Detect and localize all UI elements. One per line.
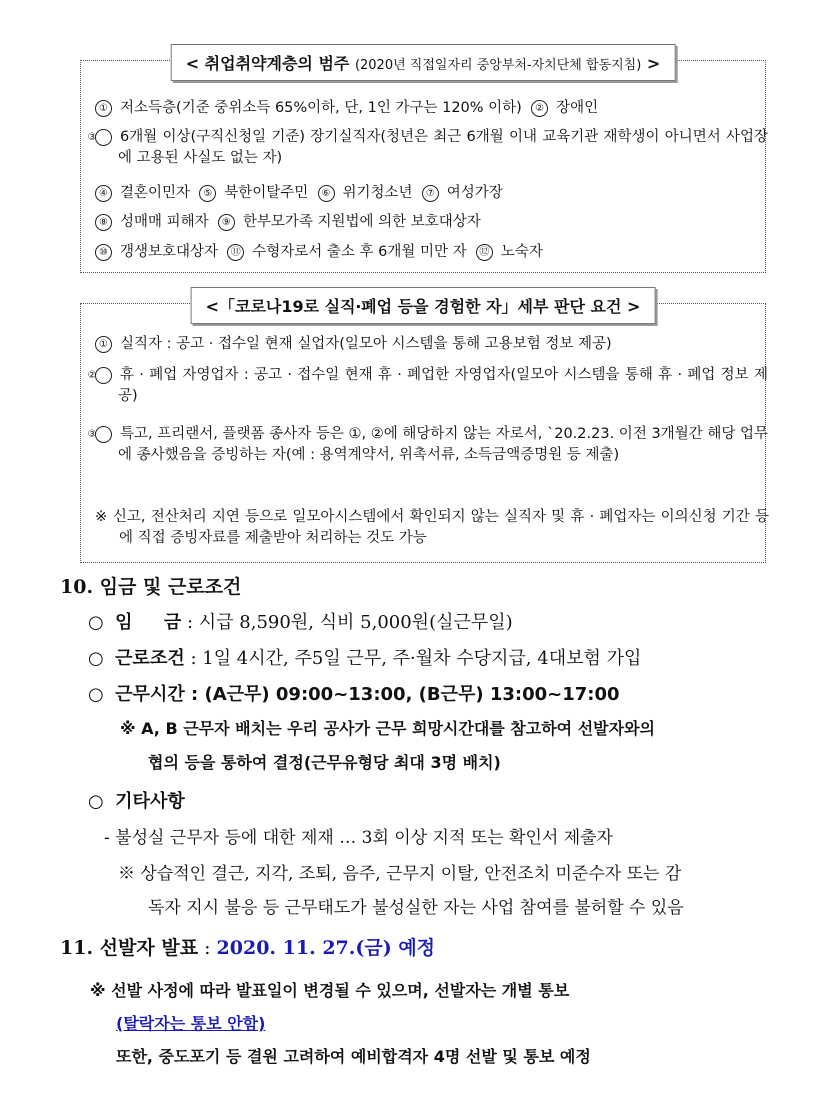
section-11-note: ※ 선발 사정에 따라 발표일이 변경될 수 있으며, 선발자는 개별 통보 — [90, 981, 570, 1000]
list-item: ⑧ 성매매 피해자 ⑨ 한부모가족 지원법에 의한 보호대상자 — [95, 212, 481, 233]
covid-criteria-title: <「코로나19로 실직‧폐업 등을 경험한 자」세부 판단 요건 > — [191, 287, 656, 324]
hours-note-cont: 협의 등을 통하여 결정(근무유형당 최대 3명 배치) — [148, 753, 501, 772]
section-10-heading: 10. 임금 및 근로조건 — [60, 576, 242, 598]
other-note: ※ 상습적인 결근, 지각, 조퇴, 음주, 근무지 이탈, 안전조치 미준수자 또는 감 — [118, 864, 682, 884]
announcement-date: 2020. 11. 27.(금) 예정 — [216, 937, 436, 959]
other-item: - 불성실 근무자 등에 대한 제재 … 3회 이상 지적 또는 확인서 제출자 — [104, 828, 613, 848]
list-item: ① 저소득층(기준 중위소득 65%이하, 단, 1인 가구는 120% 이하) ② 장애인 — [95, 98, 598, 119]
bullet-icon: ○ — [88, 684, 104, 705]
list-item: ③ 특고, 프리랜서, 플랫폼 종사자 등은 ①, ②에 해당하지 않는 자로서, `20.2.23. 이전 3개월간 해당 업무에 종사했음을 증빙하는 자(예 : 용역계약서, 위촉서류, 소득금액증명원 등 제출) — [87, 426, 768, 464]
bullet-icon: ○ — [88, 648, 104, 669]
bullet-icon: ○ — [88, 612, 104, 633]
other-note-cont: 독자 지시 불응 등 근무태도가 불성실한 자는 사업 참여를 불허할 수 있음 — [148, 898, 684, 918]
other-row: ○ 기타사항 — [88, 791, 185, 812]
vulnerable-groups-box — [80, 54, 768, 273]
conditions-row: ○ 근로조건 : 1일 4시간, 주5일 근무, 주·월차 수당지급, 4대보험 가입 — [88, 648, 642, 669]
list-item: ② 휴 · 폐업 자영업자 : 공고 · 접수일 현재 휴 · 폐업한 자영업자(일모아 시스템을 통해 휴 · 폐업 정보 제공) — [87, 367, 768, 405]
section-11-note-extra: 또한, 중도포기 등 결원 고려하여 예비합격자 4명 선발 및 통보 예정 — [116, 1047, 591, 1066]
section-11-note-cont: (탈락자는 통보 안함) — [116, 1014, 266, 1033]
bullet-icon: ○ — [88, 791, 104, 812]
list-item: ③ 6개월 이상(구직신청일 기준) 장기실직자(청년은 최근 6개월 이내 교육기관 재학생이 아니면서 사업장에 고용된 사실도 없는 자) — [87, 129, 768, 167]
vulnerable-groups-title: < 취업취약계층의 범주 (2020년 직접일자리 중앙부처-자치단체 합동지침) > — [171, 44, 676, 81]
list-item: ⑩ 갱생보호대상자 ⑪ 수형자로서 출소 후 6개월 미만 자 ⑫ 노숙자 — [95, 242, 543, 263]
note: ※ 신고, 전산처리 지연 등으로 일모아시스템에서 확인되지 않는 실직자 및 휴 · 폐업자는 이의신청 기간 등에 직접 증빙자료를 제출받아 처리하는 것도 가능 — [95, 509, 769, 547]
hours-note: ※ A, B 근무자 배치는 우리 공사가 근무 희망시간대를 참고하여 선발자와의 — [120, 719, 655, 738]
hours-row: ○ 근무시간 : (A근무) 09:00~13:00, (B근무) 13:00~17:00 — [88, 684, 620, 705]
covid-criteria-box — [80, 297, 769, 563]
section-11-heading: 11. 선발자 발표 : 2020. 11. 27.(금) 예정 — [60, 937, 436, 959]
list-item: ① 실직자 : 공고 · 접수일 현재 실업자(일모아 시스템을 통해 고용보험 정보 제공) — [95, 334, 745, 355]
wage-row: ○ 임 금 : 시급 8,590원, 식비 5,000원(실근무일) — [88, 612, 513, 633]
list-item: ④ 결혼이민자 ⑤ 북한이탈주민 ⑥ 위기청소년 ⑦ 여성가장 — [95, 183, 503, 204]
